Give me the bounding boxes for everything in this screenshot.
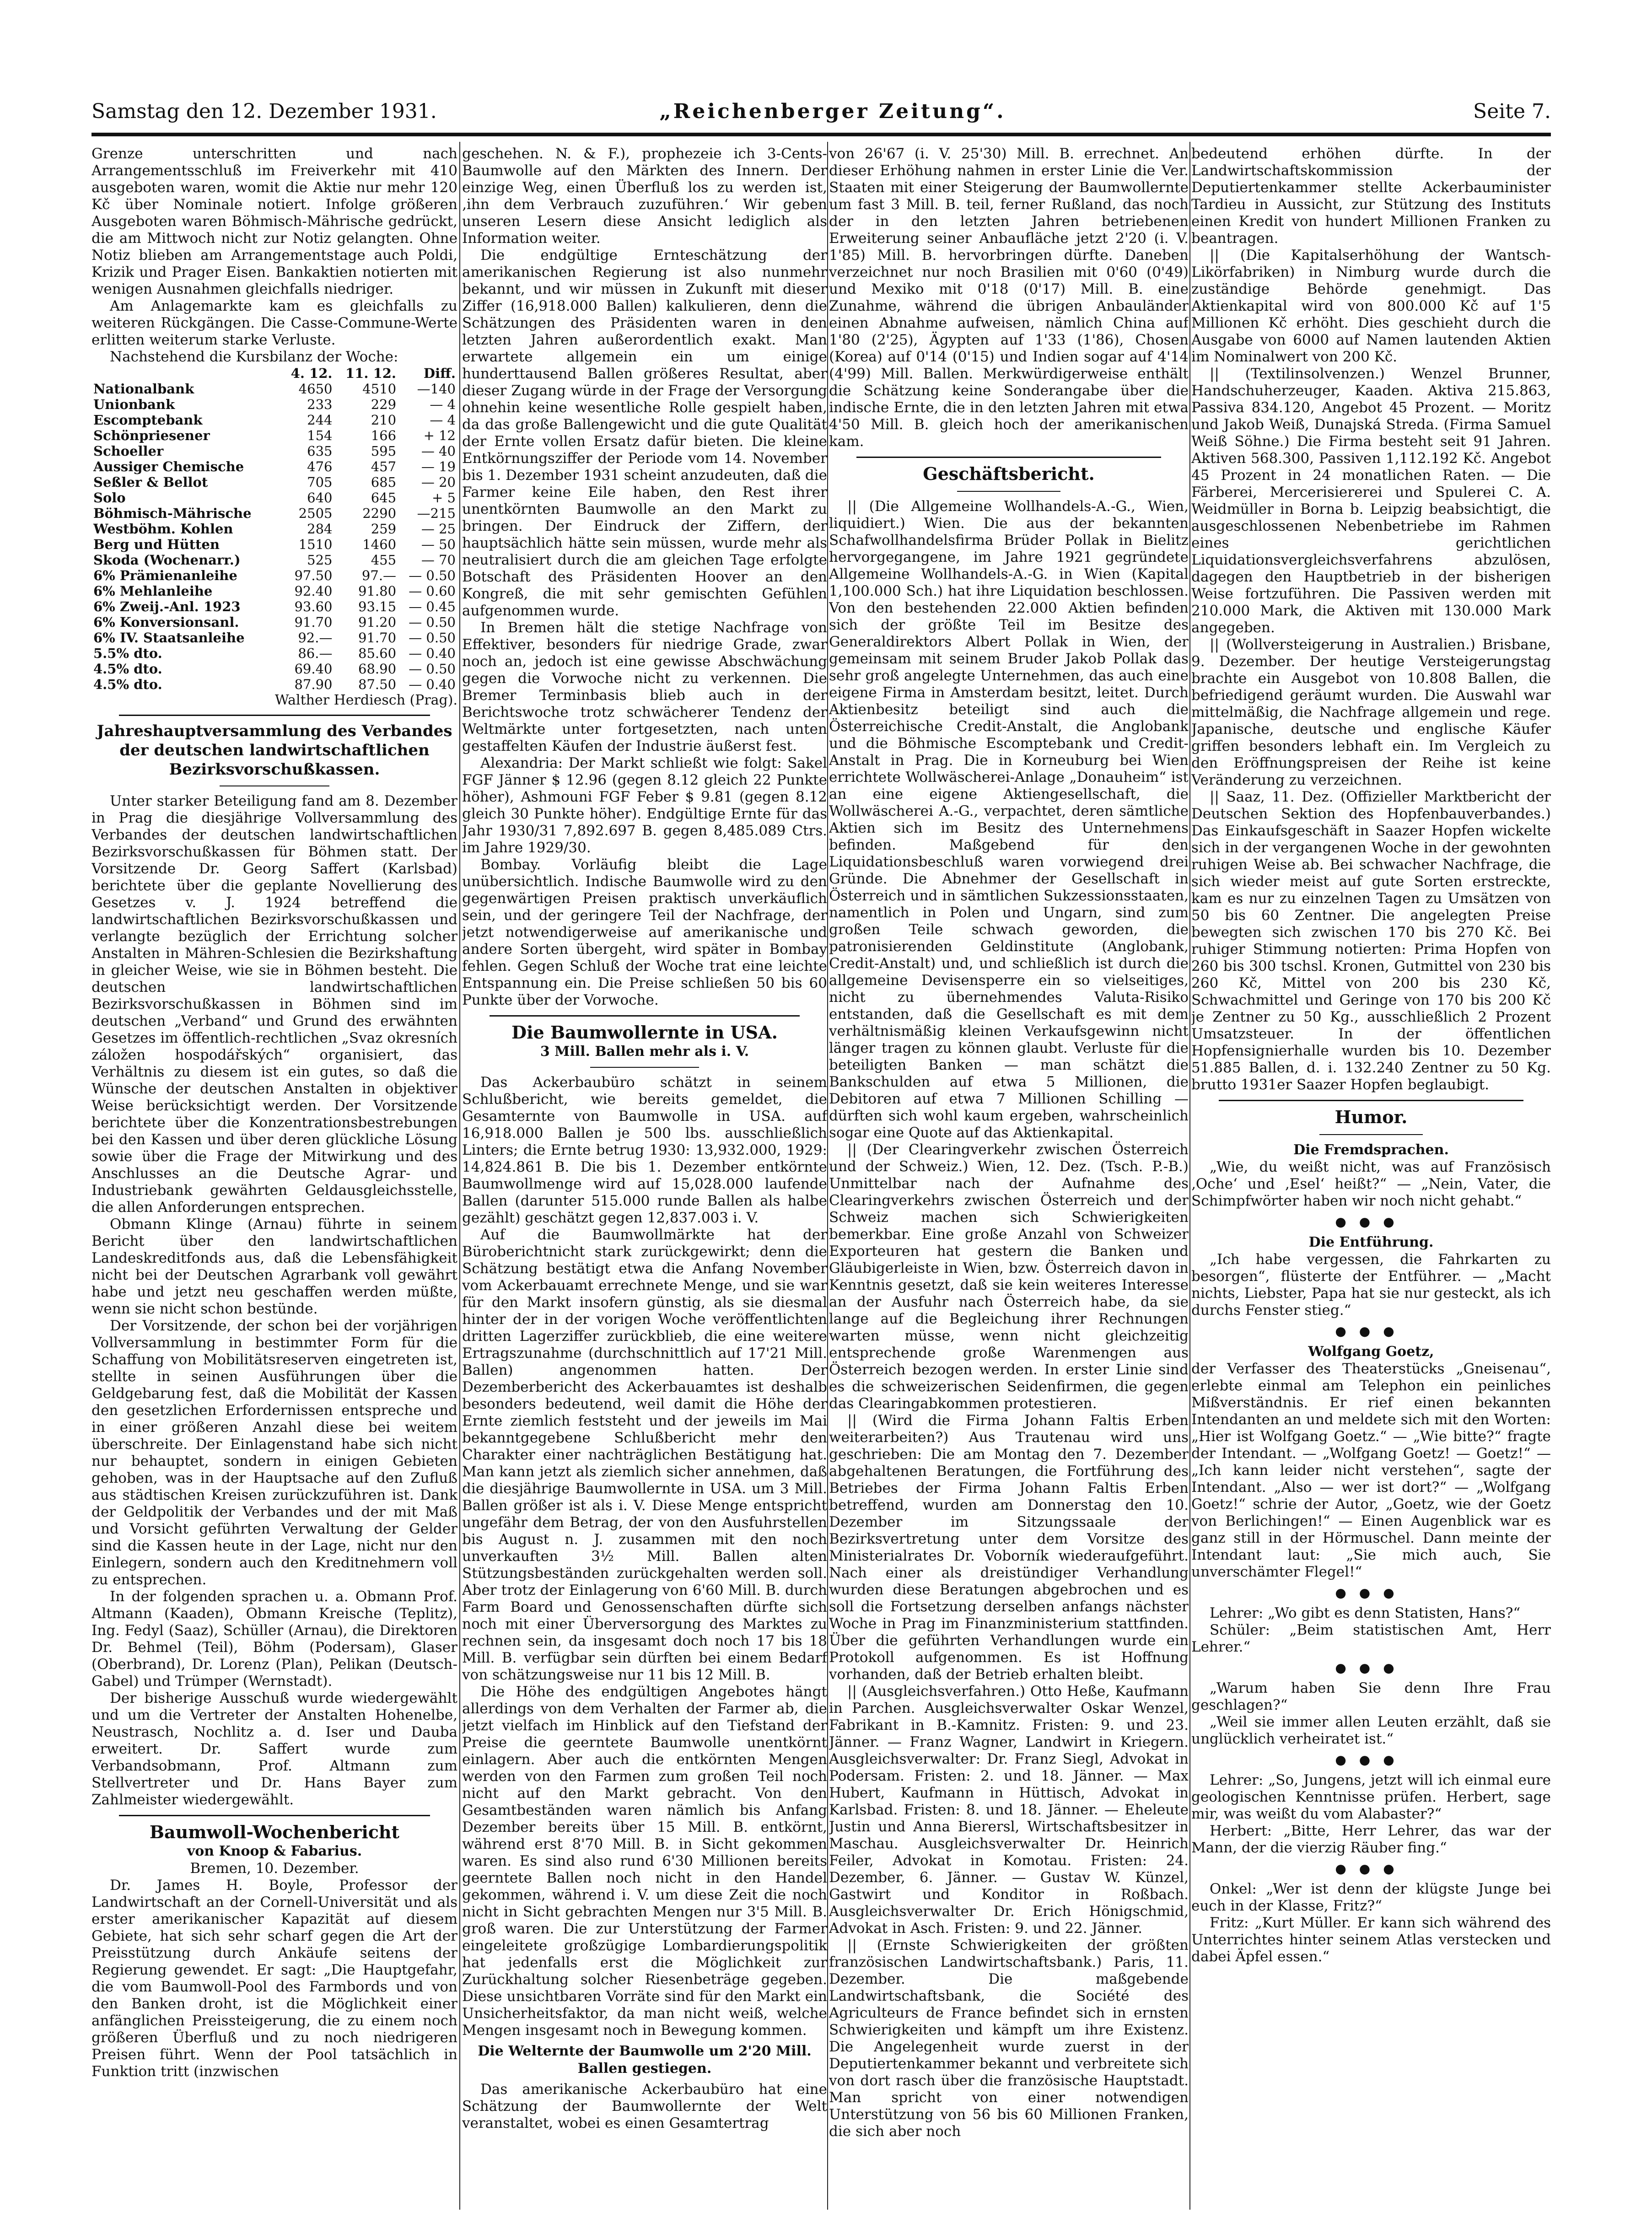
security-name: 4.5% dto. xyxy=(93,661,162,677)
column-2 xyxy=(462,145,827,2204)
market-report-text: Am Anlagemarkte kam es gleichfalls zu weiteren Rückgängen. Die Casse-Commune-Werte erlitten weiterum starke Verluste. xyxy=(91,298,457,348)
news-item: Der bisherige Ausschuß wurde wiedergewählt und um die Vertreter der Anstalten Hohenelbe, Neustrasch, Nochlitz a. d. Iser und Dauba erweitert. Dr. Saffert wurde zum Verbandsobmann, Prof. Altmann zum Stellvertreter und Dr. Hans Bayer zum Zahlmeister wiedergewählt. xyxy=(91,1690,457,1808)
joke-title: Wolfgang Goetz, xyxy=(1308,1344,1434,1360)
humor-title: Humor. xyxy=(1335,1107,1408,1127)
price-cell: 166 xyxy=(371,428,397,443)
price-table-row xyxy=(91,583,457,599)
joke-text: Schüler: „Beim statistischen Amt, Herr Lehrer.“ xyxy=(1191,1622,1551,1655)
price-table-row xyxy=(91,677,457,692)
price-table-row xyxy=(91,521,457,537)
ornament-dots: ●●● xyxy=(1335,1660,1407,1675)
price-table-row xyxy=(91,568,457,583)
price-cell: 4650 xyxy=(298,381,333,397)
header-paper-title: „Reichenberger Zeitung“. xyxy=(659,100,1006,123)
price-cell: 210 xyxy=(371,412,397,428)
article-body-text: In Bremen hält die stetige Nachfrage von Effektiver, besonders für niedrige Grade, zwar noch an, jedoch ist eine gewisse Abschwächung gegen die Vorwoche nicht zu verkennen. Die Bremer Terminbasis blieb auch in der Berichtswoche trotz schwächerer Tendenz der Weltmärkte unter fortgesetzten, nach unten gestaffelten Käufen der Industrie äußerst fest. xyxy=(462,619,827,754)
security-name: Schoeller xyxy=(93,443,164,459)
security-name: Aussiger Chemische xyxy=(93,459,244,474)
security-name: 6% Konversionsanl. xyxy=(93,614,239,630)
joke-text: Onkel: „Wer ist denn der klügste Junge bei euch in der Klasse, Fritz?“ xyxy=(1191,1881,1551,1914)
price-cell: 476 xyxy=(307,459,333,474)
price-cell: — 0.60 xyxy=(409,583,456,599)
security-name: Escomptebank xyxy=(93,412,203,428)
table-caption: Nachstehend die Kursbilanz der Woche: xyxy=(110,349,398,365)
signature: Walther Herdiesch (Prag). xyxy=(274,692,457,708)
column-3 xyxy=(829,145,1189,2204)
price-cell: 455 xyxy=(371,552,397,568)
security-name: 4.5% dto. xyxy=(93,677,162,692)
ornament-dots: ●●● xyxy=(1335,1861,1407,1876)
price-cell: 85.60 xyxy=(358,646,397,661)
price-cell: 97.— xyxy=(361,568,397,583)
divider xyxy=(957,491,1060,492)
price-table-row xyxy=(91,661,457,677)
table-header-cell: 11. 12. xyxy=(345,366,397,381)
table-header-cell: Diff. xyxy=(423,366,456,381)
price-cell: 87.50 xyxy=(358,677,397,692)
news-item: || (Die Allgemeine Wollhandels-A.-G., Wien, liquidiert.) Wien. Die aus der bekannten Schafwollhandelsfirma Brüder Pollak in Bielitz hervorgegangene, im Jahre 1921 gegründete Allgemeine Wollhandels-A.-G. in Wien (Kapital 1,100.000 Sch.) hat ihre Liquidation beschlossen. Von den bestehenden 22.000 Aktien befinden sich der größte Teil im Besitze des Generaldirektors Albert Pollak in Wien, der gemeinsam mit seinem Bruder Jakob Pollak das sehr groß angelegte Unternehmen, das auch eine eigene Firma in Amsterdam besitzt, leitet. Durch Aktienbesitz beteiligt sind auch die Österreichische Credit-Anstalt, die Anglobank und die Böhmische Escomptebank und Credit-Anstalt in Prag. Die in Korneuburg bei Wien errichtete Wollwäscherei-Anlage „Donauheim“ ist an eine eigene Aktiengesellschaft, die Wollwäscherei A.-G., verpachtet, deren sämtliche Aktien sich im Besitz des Unternehmens befinden. Maßgebend für den Liquidationsbeschluß waren vorwiegend drei Gründe. Die Abnehmer der Gesellschaft in Österreich und in sämtlichen Sukzessionsstaaten, namentlich in Polen und Ungarn, sind zum großen Teile schwach geworden, die patronisierenden Geldinstitute (Anglobank, Credit-Anstalt) und, und schließlich ist durch die allgemeine Devisensperre ein so vielseitiges, nicht zu übernehmendes Valuta-Risiko entstanden, daß die Gesellschaft es mit dem verhältnismäßig kleinen Verkaufsgewinn nicht länger tragen zu können glaubt. Verluste für die beteiligten Banken — man schätzt die Bankschulden auf etwa 5 Millionen, die Debitoren auf etwa 7 Millionen Schilling — dürften sich wohl kaum ergeben, wahrscheinlich sogar eine Quote auf das Aktienkapital. xyxy=(829,498,1189,1141)
divider xyxy=(590,1067,699,1068)
price-cell: 91.80 xyxy=(358,583,397,599)
divider xyxy=(119,1815,430,1816)
article-title: Baumwoll-Wochenbericht xyxy=(149,1822,400,1842)
price-cell: 259 xyxy=(371,521,397,537)
price-cell: 97.50 xyxy=(294,568,333,583)
price-cell: — 0.50 xyxy=(409,661,456,677)
price-cell: 685 xyxy=(371,474,397,490)
price-cell: 69.40 xyxy=(294,661,333,677)
business-news-list xyxy=(1191,247,1551,1093)
security-name: 6% IV. Staatsanleihe xyxy=(93,630,245,646)
security-name: 5.5% dto. xyxy=(93,646,162,661)
price-cell: + 5 xyxy=(432,490,456,506)
price-table-body xyxy=(91,381,457,692)
joke-title: Die Entführung. xyxy=(1308,1234,1434,1250)
article-body-text: Das Ackerbaubüro schätzt in seinem Schlußbericht, wie bereits gemeldet, die Gesamternte von Baumwolle in USA. auf 16,918.000 Ballen je 500 lbs. ausschließlich Linters; die Ernte betrug 1930: 13,932.000, 1929: 14,824.861 B. Die bis 1. Dezember entkörnte Baumwollmenge wird auf 15,028.000 laufende Ballen (darunter 515.000 runde Ballen als halbe gezählt) geschätzt gegen 12,837.003 i. V. xyxy=(462,1074,827,1226)
divider xyxy=(119,715,430,716)
header-date: Samstag den 12. Dezember 1931. xyxy=(91,100,437,123)
price-table-row xyxy=(91,630,457,646)
news-item: || (Wollversteigerung in Australien.) Brisbane, 9. Dezember. Der heutige Versteigerungstag brachte ein Ausgebot von 10.808 Ballen, die befriedigend geräumt wurden. Die Auswahl war mittelmäßig, die Nachfrage allgemein und rege. Japanische, deutsche und englische Käufer griffen besonders lebhaft ein. Im Vergleich zu den Eröffnungspreisen der Reihe ist keine Veränderung zu verzeichnen. xyxy=(1191,636,1551,788)
price-cell: —215 xyxy=(417,506,456,521)
news-item: || (Wird die Firma Johann Faltis Erben weiterarbeiten?) Aus Trautenau wird uns geschrieben: Die am Montag den 7. Dezember abgehaltenen Beratungen, die Fortführung des Betriebes der Firma Johann Faltis Erben betreffend, wurden am Donnerstag den 10. Dezember im Sitzungssaale der Bezirksvertretung unter dem Vorsitze des Ministerialrates Dr. Voborník wiederaufgeführt. Nach einer als dreistündiger Verhandlung wurden diese Beratungen abgebrochen und es soll die Fortsetzung derselben anfangs nächster Woche in Prag im Finanzministerium stattfinden. Über die geführten Verhandlungen wurde ein Protokoll aufgenommen. Es ist Hoffnung vorhanden, daß der Betrieb erhalten bleibt. xyxy=(829,1412,1189,1683)
price-cell: — 4 xyxy=(430,397,456,412)
price-table-row xyxy=(91,599,457,614)
price-cell: 244 xyxy=(307,412,333,428)
price-cell: 91.20 xyxy=(358,614,397,630)
joke-text: Lehrer: „So, Jungens, jetzt will ich einmal eure geologischen Kenntnisse prüfen. Herbert, sage mir, was weißt du vom Alabaster?“ xyxy=(1191,1772,1551,1822)
article-body xyxy=(91,793,457,1808)
news-item: Der Vorsitzende, der schon bei der vorjährigen Vollversammlung in bestimmter Form für die Schaffung von Mobilitätsreserven eingetreten ist, stellte in seinen Ausführungen über die Geldgebarung fest, daß die Mobilität der Kassen den gesetzlichen Erfordernissen entspreche und in einer größeren Anzahl diese bei weitem überschreite. Der Einlagenstand habe sich nicht nur behauptet, sondern in einigen Gebieten gehoben, was in der Hauptsache auf den Zufluß aus städtischen Kreisen zurückzuführen ist. Dank der Geldpolitik der Verbandes und der mit Maß und Vorsicht geführten Verwaltung der Gelder sind die Kassen heute in der Lage, nicht nur den Einlegern, sondern auch den Kreditnehmern voll zu entsprechen. xyxy=(91,1318,457,1588)
price-table-row xyxy=(91,443,457,459)
header-page-number: Seite 7. xyxy=(1473,100,1551,123)
price-cell: 154 xyxy=(307,428,333,443)
column-separator xyxy=(459,142,460,2210)
security-name: Berg und Hütten xyxy=(93,537,220,552)
news-item: || (Ernste Schwierigkeiten der größten französischen Landwirtschaftsbank.) Paris, 11. Dezember. Die maßgebende Landwirtschaftsbank, die Société des Agriculteurs de France befindet sich in ernsten Schwierigkeiten und kämpft um ihre Existenz. Die Angelegenheit wurde zuerst in der Deputiertenkammer bekannt und verbreitete sich von dort rasch über die französische Hauptstadt. Man spricht von einer notwendigen Unterstützung von 56 bis 60 Millionen Franken, die sich aber noch xyxy=(829,1937,1189,2140)
price-cell: 93.15 xyxy=(358,599,397,614)
article-subtitle: von Knoop & Fabarius. xyxy=(187,1843,362,1859)
price-cell: — 70 xyxy=(421,552,456,568)
news-item: || (Ausgleichsverfahren.) Otto Heße, Kaufmann in Parchen. Ausgleichsverwalter Oskar Wenzel, Fabrikant in B.-Kamnitz. Fristen: 9. und 23. Jänner. — Franz Wagner, Landwirt in Kriegern. Ausgleichsverwalter: Dr. Franz Siegl, Advokat in Podersam. Fristen: 2. und 18. Jänner. — Max Hubert, Kaufmann in Hüttisch, Advokat in Karlsbad. Fristen: 8. und 18. Jänner. — Eheleute Justin und Anna Bierersl, Wirtschaftsbesitzer in Maschau. Ausgleichsverwalter Dr. Heinrich Feiler, Advokat in Komotau. Fristen: 24. Dezember, 6. Jänner. — Gustav W. Künzel, Gastwirt und Konditor in Roßbach. Ausgleichsverwalter Dr. Erich Hönigschmid, Advokat in Asch. Fristen: 9. und 22. Jänner. xyxy=(829,1683,1189,1937)
joke-text: der Verfasser des Theaterstücks „Gneisenau“, erlebte einmal am Telephon ein peinliches Mißverständnis. Er rief einen bekannten Intendanten an und meldete sich mit den Worten: „Hier ist Wolfgang Goetz.“ — „Wie bitte?“ fragte der Intendant. — „Wolfgang Goetz! — Goetz!“ — „Ich kann leider nicht verstehen“, sagte der Intendant. „Also — wer ist dort?“ — „Wolfgang Goetz!“ schrie der Autor, „Goetz, wie der Goetz von Berlichingen!“ — Einen Augenblick war es ganz still in der Hörmuschel. Dann meinte der Intendant laut: „Sie mich auch, Sie unverschämter Flegel!“ xyxy=(1191,1361,1551,1580)
price-cell: 86.— xyxy=(298,646,333,661)
price-cell: 645 xyxy=(371,490,397,506)
article-subtitle: 3 Mill. Ballen mehr als i. V. xyxy=(540,1044,749,1060)
price-cell: — 0.50 xyxy=(409,614,456,630)
price-table xyxy=(91,366,457,692)
price-cell: 1510 xyxy=(298,537,333,552)
security-name: 6% Prämienanleihe xyxy=(93,568,237,583)
joke-text: Fritz: „Kurt Müller. Er kann sich während des Unterrichtes hinter seinem Atlas verstecken und dabei Äpfel essen.“ xyxy=(1191,1915,1551,1965)
joke-text: Lehrer: „Wo gibt es denn Statisten, Hans?“ xyxy=(1210,1605,1521,1621)
column-separator xyxy=(827,142,828,2210)
news-item: || Saaz, 11. Dez. (Offizieller Marktbericht der Deutschen Sektion des Hopfenbauverbandes.) Das Einkaufsgeschäft in Saazer Hopfen wickelte sich in der vergangenen Woche in der gewohnten ruhigen Weise ab. Bei schwacher Nachfrage, die sich wieder meist auf gute Sorten erstreckte, kam es nur zu einzelnen Tagen zu Umsätzen von 50 bis 60 Zentner. Die angelegten Preise bewegten sich zwischen 170 bis 270 Kč. Bei ruhiger Stimmung notierten: Prima Hopfen von 260 bis 300 tschsl. Kronen, Gutmittel von 230 bis 260 Kč, Mittel von 200 bis 230 Kč, Schwachmittel und Geringe von 170 bis 200 Kč je Zentner zu 50 Kg., ausschließlich 2 Prozent Umsatzsteuer. In der öffentlichen Hopfensignierhalle wurden bis 10. Dezember 51.885 Ballen, d. i. 132.240 Zentner zu 50 Kg. brutto 1931er Saazer Hopfen beglaubigt. xyxy=(1191,789,1551,1093)
ornament-dots: ●●● xyxy=(1335,1324,1407,1339)
price-cell: 525 xyxy=(307,552,333,568)
security-name: Nationalbank xyxy=(93,381,194,397)
ornament-dots: ●●● xyxy=(1335,1214,1407,1229)
news-item: Obmann Klinge (Arnau) führte in seinem Bericht über den landwirtschaftlichen Landeskreditfonds aus, daß die Lebensfähigkeit nicht bei der Deutschen Agrarbank voll gewährt habe und jetzt neu geschaffen werden müßte, wenn sie nicht schon bestünde. xyxy=(91,1216,457,1317)
price-cell: — 50 xyxy=(421,537,456,552)
table-header-cell: 4. 12. xyxy=(291,366,333,381)
market-report-text: Grenze unterschritten und nach Arrangementsschluß im Freiverkehr mit 410 ausgeboten waren, womit die Aktie nur mehr 120 Kč über Nominale notiert. Infolge größeren Ausgeboten waren Böhmisch-Mährische gedrückt, die am Mittwoch nicht zur Notiz gelangten. Ohne Notiz blieben am Arrangementstage auch Poldi, Krizik und Prager Eisen. Bankaktien notierten mit wenigen Ausnahmen gleichfalls niedriger. xyxy=(91,145,457,297)
price-table-row xyxy=(91,552,457,568)
price-table-row xyxy=(91,397,457,412)
price-cell: 229 xyxy=(371,397,397,412)
security-name: Solo xyxy=(93,490,126,506)
divider xyxy=(1219,1100,1523,1101)
article-title: Jahreshauptversammlung des Verbandes der deutschen landwirtschaftlichen Bezirksvorschußkassen. xyxy=(97,722,452,779)
security-name: Seßler & Bellot xyxy=(93,474,208,490)
price-table-row xyxy=(91,537,457,552)
dateline: Bremen, 10. Dezember. xyxy=(190,1860,359,1877)
price-cell: 91.70 xyxy=(358,630,397,646)
price-cell: —140 xyxy=(417,381,456,397)
price-cell: 705 xyxy=(307,474,333,490)
price-cell: 92.— xyxy=(298,630,333,646)
price-cell: 2290 xyxy=(362,506,397,521)
security-name: 6% Zweij.-Anl. 1923 xyxy=(93,599,241,614)
divider xyxy=(1319,1134,1423,1135)
price-cell: — 0.50 xyxy=(409,568,456,583)
joke-text: „Weil sie immer allen Leuten erzählt, daß sie unglücklich verheiratet ist.“ xyxy=(1191,1714,1551,1747)
price-table-row xyxy=(91,646,457,661)
price-table-row xyxy=(91,506,457,521)
column-1 xyxy=(91,145,457,2204)
price-table-row xyxy=(91,412,457,428)
ornament-dots: ●●● xyxy=(1335,1752,1407,1767)
security-name: Schönpriesener xyxy=(93,428,210,443)
section-subtitle: Die Welternte der Baumwolle um 2'20 Mill. Ballen gestiegen. xyxy=(478,2043,812,2077)
column-4 xyxy=(1191,145,1551,2204)
header-rule xyxy=(91,133,1551,136)
price-cell: + 12 xyxy=(423,428,456,443)
page-header xyxy=(91,100,1551,127)
price-table-row xyxy=(91,490,457,506)
article-body-text: Die Höhe des endgültigen Angebotes hängt allerdings von dem Verhalten der Farmer ab, die jetzt vielfach im Hinblick auf den Tiefstand der Preise die geerntete Baumwolle unentkörnt einlagern. Aber auch die entkörnten Mengen werden von den Farmen zum großen Teil noch nicht auf den Markt gebracht. Von den Gesamtbeständen waren nämlich bis Anfang Dezember bereits über 15 Mill. B. entkörnt, während erst 8'70 Mill. B. in Sicht gekommen waren. Es sind also rund 6'30 Millionen bereits geerntete Ballen noch nicht in den Handel gekommen, während i. V. um diese Zeit die noch nicht in Sicht gebrachten Mengen nur 3'5 Mill. B. groß waren. Die zur Unterstützung der Farmer eingeleitete großzügige Lombardierungspolitik hat jedenfalls erst die Möglichkeit zur Zurückhaltung solcher Riesenbeträge gegeben. Diese unsichtbaren Vorräte sind für den Markt ein Unsicherheitsfaktor, da man nicht weiß, welche Mengen insgesamt noch in Bewegung kommen. xyxy=(462,1684,827,2039)
price-cell: — 19 xyxy=(421,459,456,474)
price-cell: — 0.45 xyxy=(409,599,456,614)
divider xyxy=(856,457,1161,458)
news-item: In der folgenden sprachen u. a. Obmann Prof. Altmann (Kaaden), Obmann Kreische (Teplitz), Ing. Fedyl (Saaz), Schüller (Arnau), die Direktoren Dr. Behmel (Teil), Böhm (Podersam), Glaser (Oberbrand), Dr. Lorenz (Plan), Pelikan (Deutsch-Gabel) und Trümper (Wernstadt). xyxy=(91,1588,457,1690)
joke-text: „Warum haben Sie denn Ihre Frau geschlagen?“ xyxy=(1191,1680,1551,1713)
news-item: Unter starker Beteiligung fand am 8. Dezember in Prag die diesjährige Vollversammlung des Verbandes der deutschen landwirtschaftlichen Bezirksvorschußkassen für Böhmen statt. Der Vorsitzende Dr. Georg Saffert (Karlsbad) berichtete über die geplante Novellierung des Gesetzes v. J. 1924 betreffend die landwirtschaftlichen Bezirksvorschußkassen und verlangte bezüglich der Errichtung solcher Anstalten in Mähren-Schlesien die Bezirkshaftung in gleicher Weise, wie sie in Böhmen besteht. Die deutschen landwirtschaftlichen Bezirksvorschußkassen in Böhmen sind im deutschen „Verband“ und Grund des erwähnten Gesetzes im öffentlich-rechtlichen „Svaz okresních záložen hospodářských“ organisiert, das Verhältnis zu diesem ist ein gutes, so daß die Wünsche der deutschen Anstalten in objektiver Weise berücksichtigt werden. Der Vorsitzende berichtete über die Konzentrationsbestrebungen bei den Kassen und über deren glückliche Lösung sowie über die Frage der Mitwirkung und des Anschlusses an die Deutsche Agrar- und Industriebank gewährten Geldausgleichsstelle, die allen Anforderungen entsprechen. xyxy=(91,793,457,1216)
price-cell: 92.40 xyxy=(294,583,333,599)
ornament-dots: ●●● xyxy=(1335,1585,1407,1600)
news-item: || (Der Clearingverkehr zwischen Österreich und der Schweiz.) Wien, 12. Dez. (Tsch. P.-B.) Unmittelbar nach der Aufnahme des Clearingverkehrs zwischen Österreich und der Schweiz machen sich Schwierigkeiten bemerkbar. Eine große Anzahl von Schweizer Exporteuren hat gestern die Banken und Gläubigerleiste in Wien, bzw. Österreich davon in Kenntnis gesetzt, daß sie kein weiteres Interesse an der Ausfuhr nach Österreich habe, da sie lange auf die Begleichung ihrer Rechnungen warten müsse, wenn nicht gleichzeitig entsprechende große Warenmengen aus Österreich bezogen werden. In erster Linie sind es die schweizerischen Seidenfirmen, die gegen das Clearingabkommen protestieren. xyxy=(829,1141,1189,1412)
section-title: Geschäftsbericht. xyxy=(923,463,1095,484)
price-table-row xyxy=(91,428,457,443)
price-table-row xyxy=(91,381,457,397)
price-cell: 1460 xyxy=(362,537,397,552)
price-cell: — 0.40 xyxy=(409,646,456,661)
price-cell: — 25 xyxy=(421,521,456,537)
price-table-row xyxy=(91,459,457,474)
price-table-row xyxy=(91,474,457,490)
article-body-text: Dr. James H. Boyle, Professor der Landwirtschaft an der Cornell-Universität und als erster amerikanischer Kapazität auf diesem Gebiete, hat sich sehr scharf gegen die Art der Preisstützung durch Ankäufe seitens der Regierung gewendet. Er sagt: „Die Hauptgefahr, die vom Baumwoll-Pool des Farmbords und von den Banken droht, ist die Möglichkeit einer anfänglichen Preissteigerung, die zu einem noch größeren Überfluß und zu noch niedrigeren Preisen führt. Wenn der Pool tatsächlich in Funktion tritt (inzwischen xyxy=(91,1877,457,2080)
price-cell: 595 xyxy=(371,443,397,459)
price-cell: 93.60 xyxy=(294,599,333,614)
article-body-text: geschehen. N. & F.), prophezeie ich 3-Cents-Baumwolle auf den Märkten des Innern. Der einzige Weg, einen Überfluß los zu werden ist, ‚ihn dem Verbrauch zuzuführen.‘ Wir geben unseren Lesern diese Ansicht lediglich als Information weiter. xyxy=(462,145,827,247)
price-cell: 233 xyxy=(307,397,333,412)
price-cell: 640 xyxy=(307,490,333,506)
article-body-text: bedeutend erhöhen dürfte. In der Landwirtschaftskommission der Deputiertenkammer stellte Ackerbauminister Tardieu in Aussicht, zur Stützung des Instituts einen Kredit von hundert Millionen Franken zu beantragen. xyxy=(1191,145,1551,247)
divider xyxy=(490,1015,800,1017)
price-cell: 635 xyxy=(307,443,333,459)
price-cell: 87.90 xyxy=(294,677,333,692)
joke-text: „Ich habe vergessen, die Fahrkarten zu besorgen“, flüsterte der Entführer. — „Macht nichts, Liebster, Papa hat sie nur gesteckt, als ich durchs Fenster stieg.“ xyxy=(1191,1251,1551,1318)
security-name: Böhmisch-Mährische xyxy=(93,506,252,521)
article-body-text: Alexandria: Der Markt schließt wie folgt: Sakel FGF Jänner $ 12.96 (gegen 8.12 gleich 22 Punkte höher), Ashmouni FGF Feber $ 9.81 (gegen 8.12 gleich 30 Punkte höher). Endgültige Ernte für das Jahr 1930/31 7,892.697 B. gegen 8,485.089 Ctrs. im Jahre 1929/30. xyxy=(462,755,827,856)
joke-text: Herbert: „Bitte, Herr Lehrer, das war der Mann, der die vierzig Räuber fing.“ xyxy=(1191,1823,1551,1856)
price-cell: 68.90 xyxy=(358,661,397,677)
article-title: Die Baumwollernte in USA. xyxy=(511,1022,778,1043)
news-item: || (Textilinsolvenzen.) Wenzel Brunner, Handschuherzeuger, Kaaden. Aktiva 215.863, Passiva 834.120, Angebot 45 Prozent. — Moritz und Jakob Weiß, Dunajská Streda. (Firma Samuel Weiß Söhne.) Die Firma besteht seit 91 Jahren. Aktiven 568.300, Passiven 1,112.192 Kč. Angebot 45 Prozent in 24 monatlichen Raten. — Die Färberei, Mercerisiererei und Spulerei C. A. Weidmüller in Borna b. Leipzig beabsichtigt, die ausgeschlossenen Nebenbetriebe im Rahmen eines gerichtlichen Liquidationsvergleichsverfahrens abzulösen, dagegen den Hauptbetrieb in der bisherigen Weise fortzuführen. Die Passiven werden mit 210.000 Mark, die Aktiven mit 130.000 Mark angegeben. xyxy=(1191,366,1551,636)
joke-text: „Wie, du weißt nicht, was auf Französisch ‚Oche‘ und ‚Esel‘ heißt?“ — „Nein, Vater, die Schimpfwörter haben wir noch nicht gehabt.“ xyxy=(1191,1159,1551,1209)
article-body-text: Das amerikanische Ackerbaubüro hat eine Schätzung der Baumwollernte der Welt veranstaltet, wobei es einen Gesamtertrag xyxy=(462,2081,827,2131)
price-cell: 284 xyxy=(307,521,333,537)
article-body-text: Bombay. Vorläufig bleibt die Lage unübersichtlich. Indische Baumwolle wird zu den gegenwärtigen Preisen praktisch unverkäuflich sein, und der geringere Teil der Nachfrage, der jetzt notwendigerweise auf amerikanische und andere Sorten übergeht, wird später in Bombay fehlen. Gegen Schluß der Woche trat eine leichte Entspannung ein. Die Preise schließen 50 bis 60 Punkte über der Vorwoche. xyxy=(462,856,827,1008)
price-cell: — 20 xyxy=(421,474,456,490)
price-table-row xyxy=(91,614,457,630)
price-cell: 4510 xyxy=(362,381,397,397)
joke-title: Die Fremdsprachen. xyxy=(1293,1142,1449,1158)
price-cell: 91.70 xyxy=(294,614,333,630)
price-cell: 2505 xyxy=(298,506,333,521)
table-header-cell xyxy=(91,366,281,381)
security-name: Unionbank xyxy=(93,397,175,412)
price-cell: — 0.40 xyxy=(409,677,456,692)
article-body-text: von 26'67 (i. V. 25'30) Mill. B. errechnet. An dieser Erhöhung nahmen in erster Linie die Ver. Staaten mit einer Steigerung der Baumwollernte um fast 3 Mill. B. teil, ferner Rußland, das noch der in den letzten Jahren betriebenen Erweiterung seiner Anbaufläche jetzt 2'20 (i. V. 1'85) Mill. B. hervorbringen dürfte. Daneben verzeichnet nur noch Brasilien mit 0'60 (0'49) und Mexiko mit 0'18 (0'17) Mill. B. eine Zunahme, während die übrigen Anbauländer einen Abnahme aufweisen, nämlich China auf 1'80 (2'25), Ägypten auf 1'33 (1'86), Chosen (Korea) auf 0'14 (0'15) und Indien sogar auf 4'14 (4'99) Mill. Ballen. Merkwürdigerweise enthält die Schätzung keine Sonderangabe über die indische Ernte, die in den letzten Jahren mit etwa 4'50 Mill. B. gleich hoch der amerikanischen kam. xyxy=(829,145,1189,450)
news-item: || (Die Kapitalserhöhung der Wantsch-Likörfabriken) in Nimburg wurde durch die zuständige Behörde genehmigt. Das Aktienkapital wird von 800.000 Kč auf 1'5 Millionen Kč erhöht. Dies geschieht durch die Ausgabe von 6000 auf Namen lautenden Aktien im Nominalwert von 200 Kč. xyxy=(1191,247,1551,365)
price-cell: — 40 xyxy=(421,443,456,459)
security-name: Westböhm. Kohlen xyxy=(93,521,233,537)
price-table-header xyxy=(91,366,457,381)
column-separator xyxy=(1189,142,1190,2210)
business-news-list xyxy=(829,498,1189,2140)
price-cell: — 4 xyxy=(430,412,456,428)
price-cell: 457 xyxy=(371,459,397,474)
security-name: 6% Mehlanleihe xyxy=(93,583,213,599)
price-cell: — 0.50 xyxy=(409,630,456,646)
article-body-text: Die endgültige Ernteschätzung der amerikanischen Regierung ist also nunmehr bekannt, und wir müssen in Zukunft mit dieser Ziffer (16,918.000 Ballen) kalkulieren, denn die Schätzungen des Präsidenten waren in den letzten Jahren außerordentlich exakt. Man erwartete allgemein ein um einige hunderttausend Ballen größeres Resultat, aber dieser Zugang würde in der Frage der Versorgung ohnehin keine wesentliche Rolle gespielt haben, da das große Ballengewicht und die gute Qualität der Ernte vollen Ersatz dafür bieten. Die kleine Entkörnungsziffer der Periode vom 14. November bis 1. Dezember 1931 scheint anzudeuten, daß die Farmer keine Eile haben, den Rest ihrer unentkörnten Baumwolle an den Markt zu bringen. Der Eindruck der Ziffern, der hauptsächlich hätte sein müssen, wurde mehr als neutralisiert durch die am gleichen Tage erfolgte Botschaft des Präsidenten Hoover an den Kongreß, die mit sehr gemischten Gefühlen aufgenommen wurde. xyxy=(462,247,827,619)
security-name: Skoda (Wochenarr.) xyxy=(93,552,241,568)
article-body-text: Auf die Baumwollmärkte hat der Büroberichtnicht stark zurückgewirkt; denn die Schätzung bestätigt etwa die Anfang November vom Ackerbauamt errechnete Menge, und sie war für den Markt insofern günstig, als sie diesmal hinter der in der vorigen Woche veröffentlichten dritten Lagerziffer zurückblieb, die eine weitere Ertragszunahme (durchschnittlich auf 17'21 Mill. Ballen) angenommen hatten. Der Dezemberbericht des Ackerbauamtes ist deshalb besonders bedeutend, weil damit die Höhe der Ernte ziemlich feststeht und der jeweils im Mai bekanntgegebene Schlußbericht mehr den Charakter einer nachträglichen Bestätigung hat. Man kann jetzt als ziemlich sicher annehmen, daß die diesjährige Baumwollernte in USA. um 3 Mill. Ballen größer ist als i. V. Diese Menge entspricht ungefähr dem Betrag, der von den Ausfuhrstellen bis August n. J. zusammen mit den noch unverkauften 3½ Mill. Ballen alten Stützungsbeständen zurückgehalten werden soll. Aber trotz der Einlagerung von 6'60 Mill. B. durch Farm Board und Genossenschaften dürfte sich noch mit einer Überversorgung des Marktes zu rechnen sein, da insgesamt doch noch 17 bis 18 Mill. B. verfügbar sein dürften bei einem Bedarf von schätzungsweise nur 11 bis 12 Mill. B. xyxy=(462,1227,827,1683)
